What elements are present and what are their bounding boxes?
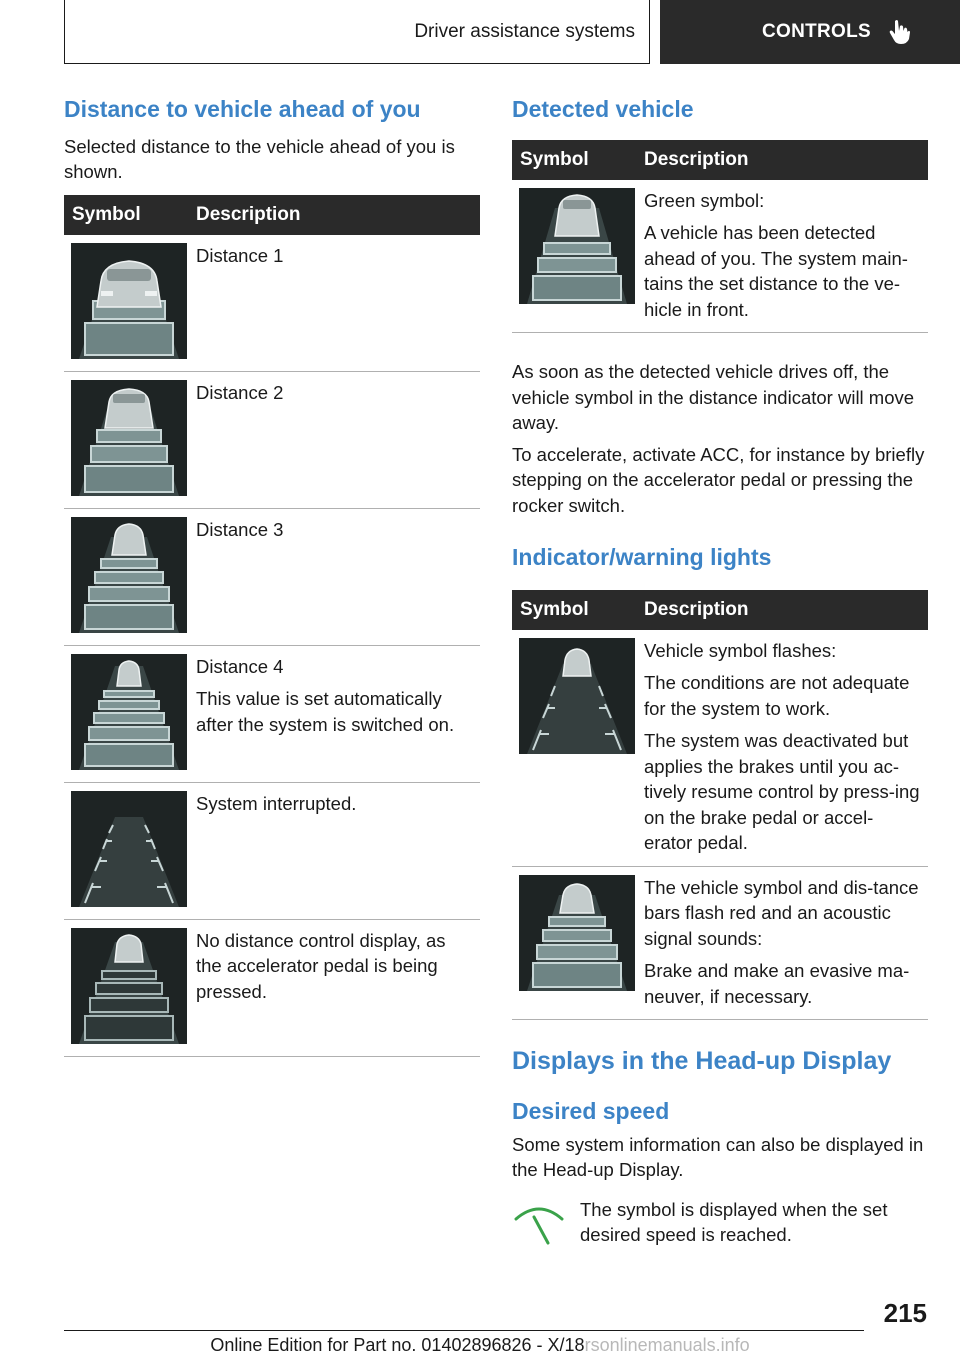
drive-off-paragraph: As soon as the detected vehicle drives off, the vehicle symbol in the distance indicator will move away. bbox=[512, 361, 915, 434]
distance-heading: Distance to vehicle ahead of you bbox=[64, 96, 421, 122]
header-section-title: Driver assistance systems bbox=[414, 20, 635, 42]
accelerate-paragraph: To accelerate, activate ACC, for instance by briefly stepping on the accelerator pedal or pressing the rocker switch. bbox=[512, 443, 925, 516]
row-description-detail: Brake and make an evasive ma-neuver, if necessary. bbox=[644, 960, 910, 1007]
indicator-lights-table bbox=[512, 590, 928, 1021]
desired-speed-heading: Desired speed bbox=[512, 1098, 670, 1125]
table-header-row bbox=[512, 140, 928, 180]
table-row bbox=[64, 782, 480, 919]
table-row bbox=[512, 866, 928, 1020]
desired-speed-note-text: The symbol is displayed when the set desired speed is reached. bbox=[580, 1198, 888, 1246]
no-distance-control-symbol-icon bbox=[71, 928, 187, 1044]
distance-2-symbol-icon bbox=[71, 380, 187, 496]
distance-3-symbol-icon bbox=[71, 517, 187, 633]
table-row bbox=[64, 508, 480, 645]
table-header-row bbox=[64, 195, 480, 235]
page-number: 215 bbox=[883, 1298, 927, 1328]
table-row bbox=[64, 919, 480, 1056]
row-description-detail: The conditions are not adequate for the system to work. bbox=[644, 672, 910, 719]
row-description: Distance 3 bbox=[196, 518, 284, 540]
desired-speed-text: Some system information can also be displayed in the Head-up Display. bbox=[512, 1133, 924, 1181]
table-row bbox=[64, 235, 480, 372]
right-column bbox=[512, 96, 928, 1249]
table-row bbox=[512, 630, 928, 867]
row-description: Vehicle symbol flashes: bbox=[644, 639, 837, 661]
table-row bbox=[64, 371, 480, 508]
footer-edition-text: Online Edition for Part no. 01402896826 - X/18 bbox=[210, 1335, 585, 1355]
row-description: Green symbol: bbox=[644, 189, 765, 211]
description-column-header: Description bbox=[636, 590, 928, 630]
footer-edition bbox=[0, 1335, 960, 1356]
hand-pointer-icon bbox=[889, 19, 911, 45]
symbol-column-header: Symbol bbox=[512, 140, 636, 180]
row-description: Distance 1 bbox=[196, 244, 284, 266]
indicator-lights-heading: Indicator/warning lights bbox=[512, 544, 772, 571]
desired-speed-note bbox=[512, 1197, 928, 1249]
row-description: Distance 2 bbox=[196, 381, 284, 403]
system-interrupted-symbol-icon bbox=[71, 791, 187, 907]
header-section-tab bbox=[64, 0, 650, 64]
row-description: The vehicle symbol and dis-tance bars flash red and an acoustic signal sounds: bbox=[644, 876, 919, 949]
table-row bbox=[64, 645, 480, 782]
row-description: System interrupted. bbox=[196, 792, 357, 814]
row-description-detail: This value is set automatically after the system is switched on. bbox=[196, 688, 455, 735]
row-description-detail: A vehicle has been detected ahead of you. The system main-tains the set distance to the ve-hicle in front. bbox=[644, 222, 908, 320]
header-chapter-tab bbox=[660, 0, 960, 64]
table-header-row bbox=[512, 590, 928, 630]
footer-watermark: rsonlinemanuals.info bbox=[584, 1335, 750, 1355]
distance-intro: Selected distance to the vehicle ahead of you is shown. bbox=[64, 135, 455, 183]
distance-1-symbol-icon bbox=[71, 243, 187, 359]
red-warning-symbol-icon bbox=[519, 875, 635, 991]
table-row bbox=[512, 180, 928, 333]
description-column-header: Description bbox=[188, 195, 480, 235]
hud-displays-heading: Displays in the Head-up Display bbox=[512, 1047, 892, 1076]
left-column bbox=[64, 96, 480, 1057]
vehicle-flashing-symbol-icon bbox=[519, 638, 635, 754]
row-description: Distance 4 bbox=[196, 655, 284, 677]
detected-vehicle-table bbox=[512, 140, 928, 334]
description-column-header: Description bbox=[636, 140, 928, 180]
distance-4-symbol-icon bbox=[71, 654, 187, 770]
row-description-detail: The system was deactivated but applies the brakes until you ac-tively resume control by press-ing on the brake pedal or accel-erator pedal. bbox=[644, 730, 920, 854]
symbol-column-header: Symbol bbox=[64, 195, 188, 235]
header-chapter-title: CONTROLS bbox=[762, 21, 872, 42]
detected-vehicle-heading: Detected vehicle bbox=[512, 96, 694, 122]
distance-table bbox=[64, 195, 480, 1057]
symbol-column-header: Symbol bbox=[512, 590, 636, 630]
row-description: No distance control display, as the accelerator pedal is being pressed. bbox=[196, 929, 446, 1002]
desired-speed-reached-icon bbox=[512, 1197, 566, 1249]
detected-vehicle-symbol-icon bbox=[519, 188, 635, 304]
footer-divider bbox=[64, 1330, 864, 1331]
